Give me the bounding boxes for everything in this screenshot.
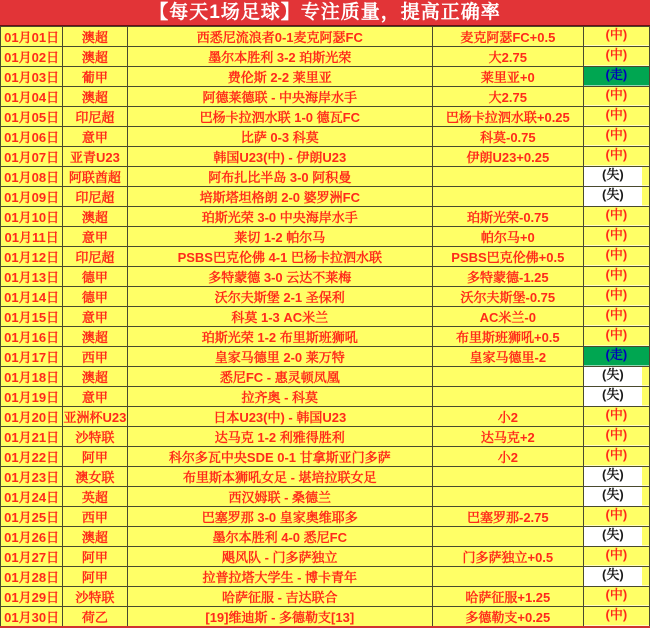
table-row — [1, 27, 650, 47]
result-cell — [583, 267, 649, 287]
pick-cell — [432, 467, 583, 487]
status-badge: (走) — [605, 67, 628, 82]
table-row — [1, 507, 650, 527]
pick-cell — [432, 567, 583, 587]
date-cell: 01月28日 — [1, 567, 63, 587]
result-cell — [583, 47, 649, 67]
table-row — [1, 247, 650, 267]
match-cell: [19]维迪斯 - 多德勒支[13] — [127, 607, 432, 628]
league-cell: 沙特联 — [63, 587, 127, 607]
date-cell: 01月19日 — [1, 387, 63, 407]
status-badge: (中) — [605, 327, 628, 342]
league-cell: 阿甲 — [63, 567, 127, 587]
results-table — [0, 26, 650, 628]
status-badge: (中) — [605, 27, 628, 42]
status-badge: (中) — [605, 47, 628, 62]
league-cell: 德甲 — [63, 287, 127, 307]
date-cell: 01月15日 — [1, 307, 63, 327]
date-cell: 01月02日 — [1, 47, 63, 67]
result-cell — [583, 587, 649, 607]
league-cell: 阿甲 — [63, 547, 127, 567]
status-badge: (失) — [584, 367, 642, 386]
date-cell: 01月25日 — [1, 507, 63, 527]
pick-cell: PSBS巴克伦佛+0.5 — [432, 247, 583, 267]
date-cell: 01月30日 — [1, 607, 63, 628]
status-badge: (失) — [584, 167, 642, 186]
status-badge: (中) — [605, 227, 628, 242]
table-row — [1, 147, 650, 167]
pick-cell: 莱里亚+0 — [432, 67, 583, 87]
status-badge: (中) — [605, 607, 628, 622]
result-cell — [583, 427, 649, 447]
league-cell: 沙特联 — [63, 427, 127, 447]
league-cell: 亚洲杯U23 — [63, 407, 127, 427]
pick-cell: 小2 — [432, 407, 583, 427]
table-row — [1, 567, 650, 587]
pick-cell — [432, 367, 583, 387]
pick-cell: 哈萨征服+1.25 — [432, 587, 583, 607]
date-cell: 01月05日 — [1, 107, 63, 127]
date-cell: 01月21日 — [1, 427, 63, 447]
league-cell: 西甲 — [63, 347, 127, 367]
result-cell — [583, 467, 649, 487]
pick-cell: 麦克阿瑟FC+0.5 — [432, 27, 583, 47]
match-cell: 费伦斯 2-2 莱里亚 — [127, 67, 432, 87]
table-row — [1, 87, 650, 107]
status-badge: (失) — [584, 487, 642, 506]
page-title: 【每天1场足球】专注质量，提高正确率 — [0, 0, 650, 26]
match-cell: 日本U23(中) - 韩国U23 — [127, 407, 432, 427]
date-cell: 01月17日 — [1, 347, 63, 367]
league-cell: 亚青U23 — [63, 147, 127, 167]
table-row — [1, 327, 650, 347]
result-cell — [583, 347, 649, 367]
match-cell: 拉普拉塔大学生 - 博卡青年 — [127, 567, 432, 587]
date-cell: 01月01日 — [1, 27, 63, 47]
pick-cell: 伊朗U23+0.25 — [432, 147, 583, 167]
league-cell: 澳超 — [63, 207, 127, 227]
result-cell — [583, 387, 649, 407]
date-cell: 01月20日 — [1, 407, 63, 427]
result-cell — [583, 447, 649, 467]
league-cell: 意甲 — [63, 387, 127, 407]
result-cell — [583, 147, 649, 167]
league-cell: 印尼超 — [63, 247, 127, 267]
status-badge: (走) — [605, 347, 628, 362]
status-badge: (中) — [605, 447, 628, 462]
pick-cell: 布里斯班狮吼+0.5 — [432, 327, 583, 347]
league-cell: 澳超 — [63, 367, 127, 387]
table-row — [1, 207, 650, 227]
match-cell: 飓风队 - 门多萨独立 — [127, 547, 432, 567]
pick-cell: 皇家马德里-2 — [432, 347, 583, 367]
match-cell: 皇家马德里 2-0 莱万特 — [127, 347, 432, 367]
table-row — [1, 307, 650, 327]
result-cell — [583, 547, 649, 567]
pick-cell: 门多萨独立+0.5 — [432, 547, 583, 567]
pick-cell: 达马克+2 — [432, 427, 583, 447]
match-cell: 巴杨卡拉泗水联 1-0 德瓦FC — [127, 107, 432, 127]
table-row — [1, 467, 650, 487]
result-cell — [583, 507, 649, 527]
result-cell — [583, 607, 649, 628]
result-cell — [583, 327, 649, 347]
result-cell — [583, 527, 649, 547]
pick-cell — [432, 187, 583, 207]
table-row — [1, 227, 650, 247]
table-row — [1, 47, 650, 67]
status-badge: (中) — [605, 107, 628, 122]
match-cell: 悉尼FC - 惠灵顿凤凰 — [127, 367, 432, 387]
date-cell: 01月22日 — [1, 447, 63, 467]
table-row — [1, 407, 650, 427]
table-row — [1, 347, 650, 367]
date-cell: 01月27日 — [1, 547, 63, 567]
date-cell: 01月06日 — [1, 127, 63, 147]
pick-cell — [432, 387, 583, 407]
table-row — [1, 367, 650, 387]
table-row — [1, 287, 650, 307]
pick-cell: AC米兰-0 — [432, 307, 583, 327]
table-row — [1, 187, 650, 207]
date-cell: 01月12日 — [1, 247, 63, 267]
match-cell: 比萨 0-3 科莫 — [127, 127, 432, 147]
table-row — [1, 447, 650, 467]
status-badge: (中) — [605, 147, 628, 162]
status-badge: (失) — [584, 187, 642, 206]
results-table-body — [1, 27, 650, 628]
date-cell: 01月16日 — [1, 327, 63, 347]
league-cell: 印尼超 — [63, 107, 127, 127]
match-cell: 韩国U23(中) - 伊朗U23 — [127, 147, 432, 167]
status-badge: (中) — [605, 307, 628, 322]
status-badge: (中) — [605, 507, 628, 522]
result-cell — [583, 207, 649, 227]
league-cell: 印尼超 — [63, 187, 127, 207]
pick-cell: 帕尔马+0 — [432, 227, 583, 247]
status-badge: (中) — [605, 547, 628, 562]
date-cell: 01月10日 — [1, 207, 63, 227]
league-cell: 意甲 — [63, 227, 127, 247]
pick-cell: 沃尔夫斯堡-0.75 — [432, 287, 583, 307]
result-cell — [583, 307, 649, 327]
match-cell: 西悉尼流浪者0-1麦克阿瑟FC — [127, 27, 432, 47]
status-badge: (失) — [584, 387, 642, 406]
date-cell: 01月09日 — [1, 187, 63, 207]
pick-cell — [432, 487, 583, 507]
date-cell: 01月14日 — [1, 287, 63, 307]
result-cell — [583, 167, 649, 187]
match-cell: 莱切 1-2 帕尔马 — [127, 227, 432, 247]
result-cell — [583, 127, 649, 147]
table-row — [1, 527, 650, 547]
result-cell — [583, 87, 649, 107]
date-cell: 01月24日 — [1, 487, 63, 507]
status-badge: (中) — [605, 407, 628, 422]
table-row — [1, 107, 650, 127]
status-badge: (中) — [605, 127, 628, 142]
result-cell — [583, 247, 649, 267]
match-cell: 布里斯本狮吼女足 - 堪培拉联女足 — [127, 467, 432, 487]
match-cell: 阿德莱德联 - 中央海岸水手 — [127, 87, 432, 107]
league-cell: 葡甲 — [63, 67, 127, 87]
status-badge: (失) — [584, 527, 642, 546]
match-cell: 阿布扎比半岛 3-0 阿积曼 — [127, 167, 432, 187]
league-cell: 西甲 — [63, 507, 127, 527]
table-row — [1, 607, 650, 628]
league-cell: 阿联酋超 — [63, 167, 127, 187]
date-cell: 01月26日 — [1, 527, 63, 547]
match-cell: 巴塞罗那 3-0 皇家奥维耶多 — [127, 507, 432, 527]
result-cell — [583, 67, 649, 87]
status-badge: (中) — [605, 267, 628, 282]
status-badge: (中) — [605, 207, 628, 222]
match-cell: 拉齐奥 - 科莫 — [127, 387, 432, 407]
match-cell: 培斯塔坦格朗 2-0 婆罗洲FC — [127, 187, 432, 207]
result-cell — [583, 227, 649, 247]
pick-cell: 大2.75 — [432, 87, 583, 107]
status-badge: (失) — [584, 467, 642, 486]
date-cell: 01月23日 — [1, 467, 63, 487]
date-cell: 01月11日 — [1, 227, 63, 247]
match-cell: 珀斯光荣 3-0 中央海岸水手 — [127, 207, 432, 227]
match-cell: 哈萨征服 - 吉达联合 — [127, 587, 432, 607]
result-cell — [583, 27, 649, 47]
league-cell: 澳女联 — [63, 467, 127, 487]
pick-cell: 多德勒支+0.25 — [432, 607, 583, 628]
pick-cell: 珀斯光荣-0.75 — [432, 207, 583, 227]
status-badge: (中) — [605, 87, 628, 102]
status-badge: (中) — [605, 287, 628, 302]
league-cell: 澳超 — [63, 87, 127, 107]
result-cell — [583, 187, 649, 207]
status-badge: (失) — [584, 567, 642, 586]
league-cell: 阿甲 — [63, 447, 127, 467]
date-cell: 01月29日 — [1, 587, 63, 607]
league-cell: 澳超 — [63, 27, 127, 47]
league-cell: 荷乙 — [63, 607, 127, 628]
pick-cell: 巴塞罗那-2.75 — [432, 507, 583, 527]
match-cell: 达马克 1-2 利雅得胜利 — [127, 427, 432, 447]
result-cell — [583, 287, 649, 307]
table-row — [1, 67, 650, 87]
result-cell — [583, 107, 649, 127]
pick-cell — [432, 527, 583, 547]
result-cell — [583, 367, 649, 387]
date-cell: 01月03日 — [1, 67, 63, 87]
table-row — [1, 127, 650, 147]
match-cell: 科尔多瓦中央SDE 0-1 甘拿斯亚门多萨 — [127, 447, 432, 467]
status-badge: (中) — [605, 587, 628, 602]
table-row — [1, 387, 650, 407]
pick-cell — [432, 167, 583, 187]
date-cell: 01月13日 — [1, 267, 63, 287]
date-cell: 01月08日 — [1, 167, 63, 187]
match-cell: 珀斯光荣 1-2 布里斯班狮吼 — [127, 327, 432, 347]
pick-cell: 巴杨卡拉泗水联+0.25 — [432, 107, 583, 127]
league-cell: 德甲 — [63, 267, 127, 287]
table-row — [1, 427, 650, 447]
status-badge: (中) — [605, 427, 628, 442]
match-cell: 科莫 1-3 AC米兰 — [127, 307, 432, 327]
league-cell: 意甲 — [63, 307, 127, 327]
match-cell: 西汉姆联 - 桑德兰 — [127, 487, 432, 507]
table-row — [1, 267, 650, 287]
pick-cell: 小2 — [432, 447, 583, 467]
match-cell: 墨尔本胜利 3-2 珀斯光荣 — [127, 47, 432, 67]
date-cell: 01月04日 — [1, 87, 63, 107]
match-cell: 多特蒙德 3-0 云达不莱梅 — [127, 267, 432, 287]
league-cell: 意甲 — [63, 127, 127, 147]
result-cell — [583, 487, 649, 507]
result-cell — [583, 407, 649, 427]
match-cell: 沃尔夫斯堡 2-1 圣保利 — [127, 287, 432, 307]
pick-cell: 多特蒙德-1.25 — [432, 267, 583, 287]
match-cell: 墨尔本胜利 4-0 悉尼FC — [127, 527, 432, 547]
status-badge: (中) — [605, 247, 628, 262]
league-cell: 澳超 — [63, 527, 127, 547]
pick-cell: 大2.75 — [432, 47, 583, 67]
pick-cell: 科莫-0.75 — [432, 127, 583, 147]
result-cell — [583, 567, 649, 587]
table-row — [1, 487, 650, 507]
date-cell: 01月18日 — [1, 367, 63, 387]
table-row — [1, 587, 650, 607]
league-cell: 澳超 — [63, 327, 127, 347]
table-row — [1, 547, 650, 567]
league-cell: 澳超 — [63, 47, 127, 67]
date-cell: 01月07日 — [1, 147, 63, 167]
match-cell: PSBS巴克伦佛 4-1 巴杨卡拉泗水联 — [127, 247, 432, 267]
league-cell: 英超 — [63, 487, 127, 507]
table-row — [1, 167, 650, 187]
